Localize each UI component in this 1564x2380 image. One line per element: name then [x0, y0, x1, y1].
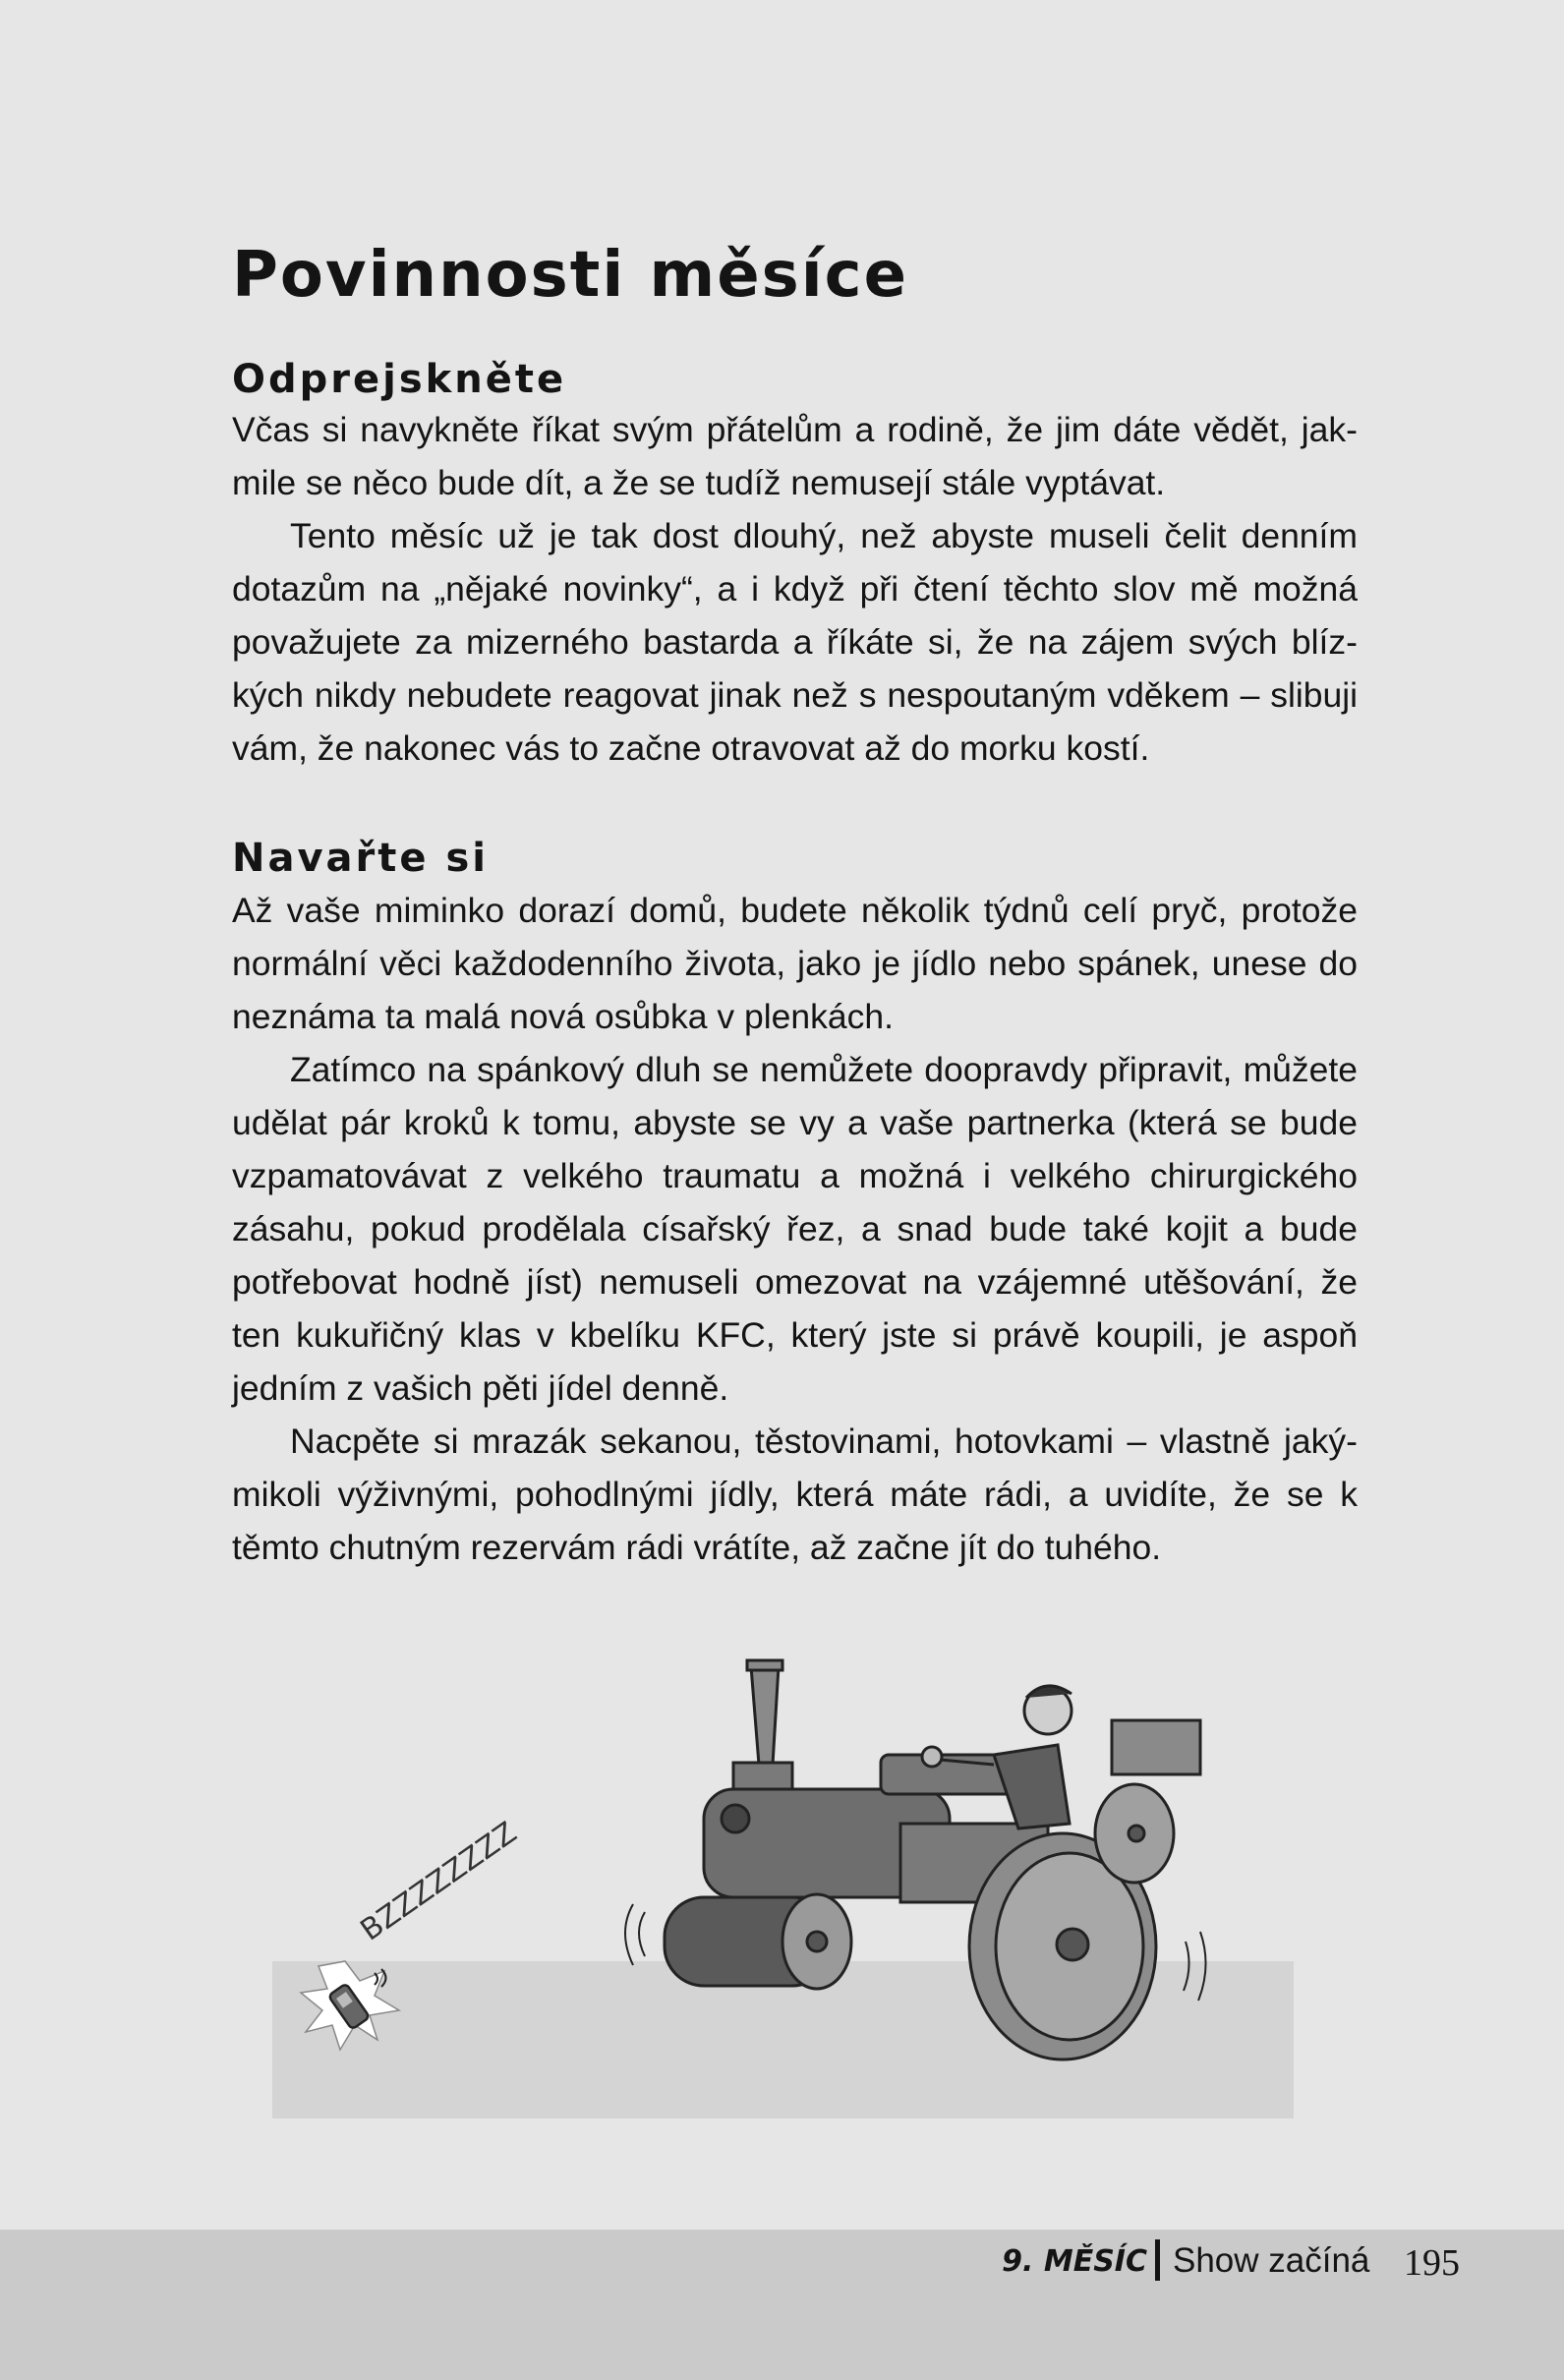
- section-body-odprejsknete: [232, 403, 1358, 775]
- sound-text: BZZZZZZZZ: [354, 1815, 524, 1948]
- paragraph: Nacpěte si mrazák sekanou, těstovinami, hotovkami – vlastně jakýmikoli výživnými, pohodlnými jídly, která máte rádi, a uvidíte, že se k těmto chutným rezervám rádi vrátíte, až začne jít do tuhého.: [232, 1422, 1358, 1567]
- section-body-navarte-si: [232, 884, 1358, 1574]
- paragraph: Včas si navykněte říkat svým přátelům a rodině, že jim dáte vědět, jakmile se něco bude dít, a že se tudíž nemusejí stále vyptávat.: [232, 410, 1358, 502]
- paragraph: Zatímco na spánkový dluh se nemůžete doopravdy připravit, můžete udělat pár kroků k tomu, abyste se vy a vaše partnerka (která se bude vzpamatovávat z velkého traumatu a možná i velkého chirurgického zásahu, pokud prodělala císařský řez, a snad bude také kojit a bude potřebovat hodně jíst) nemuseli omezovat na vzájemné utěšování, že ten kukuřičný klas v kbelíku KFC, který jste si právě koupili, je aspoň jedním z vašich pěti jídel denně.: [232, 1050, 1358, 1408]
- section-heading-odprejsknete: Odprejskněte: [232, 357, 567, 402]
- page-number: 195: [1404, 2242, 1460, 2284]
- illustration: [271, 1647, 1294, 2123]
- section-heading-navarte-si: Navařte si: [232, 836, 489, 881]
- paragraph: Až vaše miminko dorazí domů, budete několik týdnů celí pryč, protože normální věci každodenního života, jako je jídlo nebo spánek, unese do neznáma ta malá nová osůbka v plenkách.: [232, 891, 1358, 1036]
- footer-chapter: 9. MĚSÍC: [1002, 2244, 1147, 2279]
- page-title: Povinnosti měsíce: [232, 239, 908, 312]
- footer-section-title: Show začíná: [1173, 2241, 1370, 2280]
- footer-divider: [1155, 2239, 1160, 2281]
- paragraph: Tento měsíc už je tak dost dlouhý, než abyste museli čelit denním dotazům na „nějaké novinky“, a i když při čtení těchto slov mě možná považujete za mizerného bastarda a říkáte si, že na zájem svých blízkých nikdy nebudete reagovat jinak než s nespoutaným vděkem – slibuji vám, že nakonec vás to začne otravovat až do morku kostí.: [232, 516, 1358, 768]
